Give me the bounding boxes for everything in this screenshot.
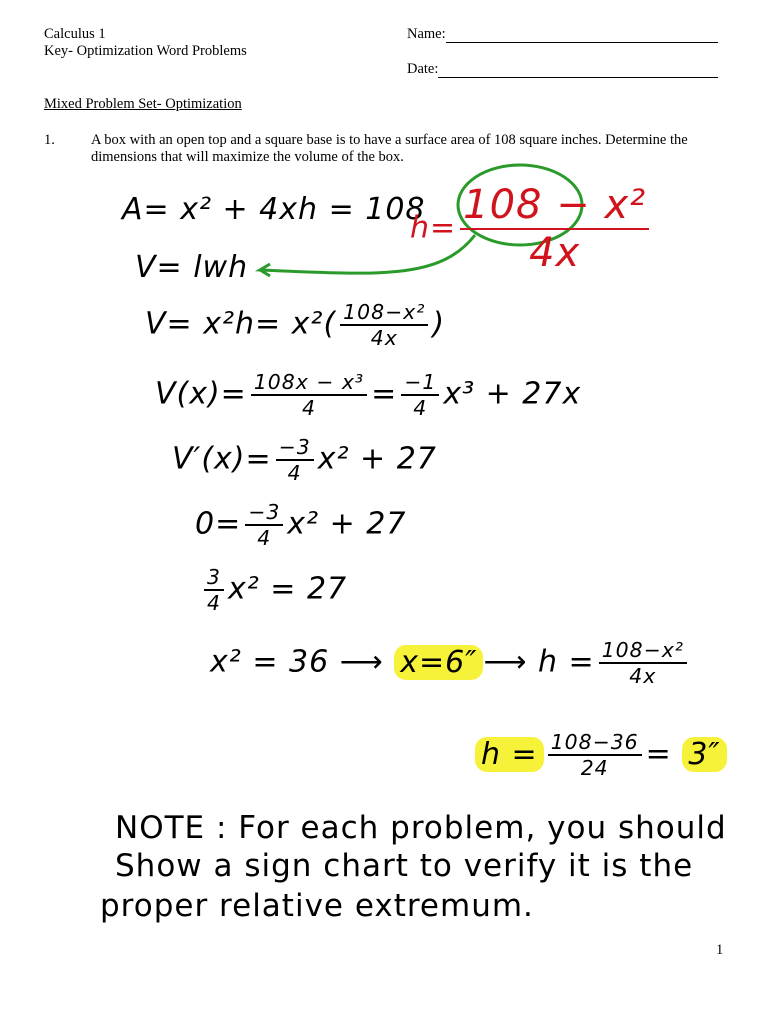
num: 108−36: [548, 730, 642, 756]
course-title: Calculus 1: [44, 26, 106, 42]
problem-text-1: A box with an open top and a square base is to have a surface area of 108 square inches. Determine the: [91, 132, 688, 148]
h-expression: [410, 182, 653, 276]
fraction: [251, 370, 367, 420]
volume-substitution: [145, 300, 445, 350]
h-solution: [475, 730, 727, 780]
expr: x² = 36 ⟶: [210, 644, 384, 680]
num: −3: [276, 435, 314, 461]
h-denominator: 4x: [529, 230, 581, 276]
note-line-1: NOTE : For each problem, you should: [115, 810, 727, 846]
fraction: [276, 435, 314, 485]
num: 3: [204, 565, 224, 591]
fraction: [340, 300, 428, 350]
expr: x² + 27: [287, 506, 407, 542]
expr: V′(x)=: [172, 441, 272, 477]
fraction: [401, 370, 439, 420]
expr: x² = 27: [227, 571, 348, 607]
num: 108−x²: [340, 300, 428, 326]
x-answer-highlight: x=6″: [394, 645, 483, 680]
note-line-2: Show a sign chart to verify it is the: [115, 848, 694, 884]
name-label: Name:: [407, 26, 446, 42]
den: 4: [287, 461, 302, 485]
num: 108x − x³: [251, 370, 367, 396]
h-answer-highlight: 3″: [682, 737, 726, 772]
derivative-zero: [195, 500, 406, 550]
volume-formula: V= lwh: [135, 250, 249, 285]
note-line-3: proper relative extremum.: [100, 888, 534, 924]
volume-function: [155, 370, 581, 420]
den: 24: [580, 756, 609, 780]
expr: 0=: [195, 506, 242, 542]
h-fraction: [460, 182, 649, 276]
den: 4: [257, 526, 272, 550]
expr: ⟶ h =: [483, 644, 595, 680]
derivative: [172, 435, 437, 485]
num: 108−x²: [599, 638, 687, 664]
expr: ): [432, 306, 446, 342]
expr: =: [645, 736, 672, 772]
expr: x² + 27: [317, 441, 437, 477]
num: −3: [245, 500, 283, 526]
den: 4: [413, 396, 428, 420]
expr: x³ + 27x: [443, 376, 582, 412]
worksheet-subtitle: Key- Optimization Word Problems: [44, 43, 247, 59]
date-label: Date:: [407, 61, 439, 77]
num: −1: [401, 370, 439, 396]
den: 4x: [629, 664, 657, 688]
fraction: [599, 638, 687, 688]
h-numerator: 108 − x²: [460, 182, 649, 230]
den: 4x: [370, 326, 398, 350]
page-number: 1: [716, 942, 724, 958]
den: 4: [301, 396, 316, 420]
problem-text-2: dimensions that will maximize the volume of the box.: [91, 149, 404, 165]
fraction: [548, 730, 642, 780]
problem-number: 1.: [44, 132, 55, 148]
fraction: [245, 500, 283, 550]
x-solution: [210, 638, 691, 688]
fraction: [204, 565, 224, 615]
area-equation: A= x² + 4xh = 108: [122, 192, 426, 227]
solve-step: [200, 565, 347, 615]
h-highlight: h =: [475, 737, 544, 772]
h-label: h=: [410, 210, 457, 246]
expr: =: [371, 376, 398, 412]
expr: V= x²h= x²(: [145, 306, 337, 342]
den: 4: [207, 591, 221, 615]
expr: V(x)=: [155, 376, 247, 412]
section-title: Mixed Problem Set- Optimization: [44, 96, 242, 112]
